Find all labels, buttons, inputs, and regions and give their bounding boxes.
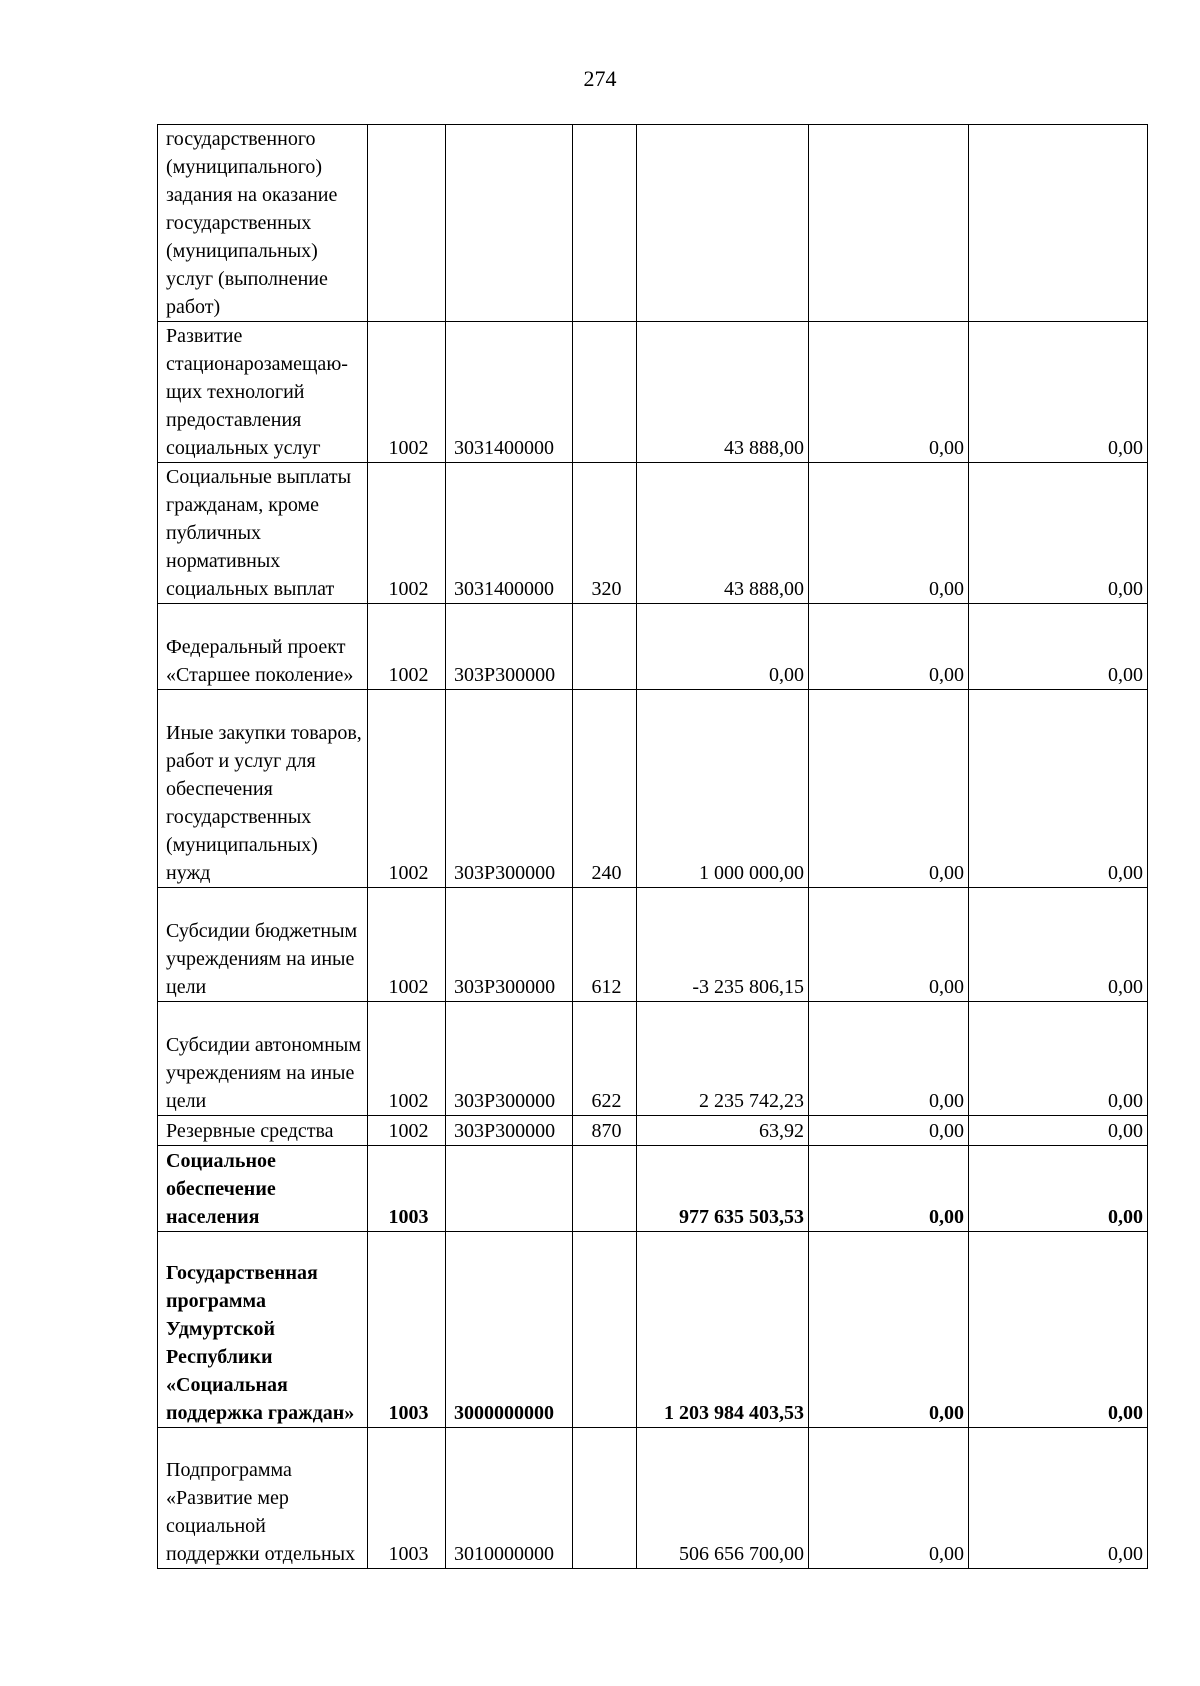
table-row xyxy=(158,690,1148,888)
cell-section: 1002 xyxy=(368,1116,446,1146)
cell-sum-3: 0,00 xyxy=(969,463,1148,604)
cell-sum-3: 0,00 xyxy=(969,690,1148,888)
cell-sum-2: 0,00 xyxy=(809,1002,969,1116)
table-body xyxy=(158,125,1148,1569)
cell-sum-1: 1 203 984 403,53 xyxy=(637,1232,809,1428)
cell-section: 1002 xyxy=(368,1002,446,1116)
cell-sum-2: 0,00 xyxy=(809,463,969,604)
cell-sum-2: 0,00 xyxy=(809,1116,969,1146)
table-row xyxy=(158,125,1148,322)
cell-section: 1002 xyxy=(368,888,446,1002)
cell-name: Резервные средства xyxy=(158,1116,368,1146)
cell-expense-type: 622 xyxy=(573,1002,637,1116)
cell-section: 1002 xyxy=(368,322,446,463)
cell-section xyxy=(368,125,446,322)
cell-name: Социальное обеспечение населения xyxy=(158,1146,368,1232)
cell-expense-type: 240 xyxy=(573,690,637,888)
cell-sum-2: 0,00 xyxy=(809,322,969,463)
cell-sum-2: 0,00 xyxy=(809,604,969,690)
cell-expense-type xyxy=(573,1428,637,1569)
cell-target-article: 303P300000 xyxy=(446,1116,573,1146)
cell-name: Субсидии автономным учреждениям на иные цели xyxy=(158,1002,368,1116)
cell-section: 1003 xyxy=(368,1146,446,1232)
table-row xyxy=(158,322,1148,463)
cell-expense-type: 320 xyxy=(573,463,637,604)
cell-expense-type: 612 xyxy=(573,888,637,1002)
cell-sum-1: 2 235 742,23 xyxy=(637,1002,809,1116)
cell-name: государственного (муниципального) задания на оказание государственных (муниципальных) услуг (выполнение работ) xyxy=(158,125,368,322)
table-row xyxy=(158,604,1148,690)
cell-sum-1: 63,92 xyxy=(637,1116,809,1146)
table-row xyxy=(158,1116,1148,1146)
cell-target-article: 3031400000 xyxy=(446,322,573,463)
cell-sum-3: 0,00 xyxy=(969,1428,1148,1569)
cell-sum-3: 0,00 xyxy=(969,888,1148,1002)
cell-target-article: 303P300000 xyxy=(446,888,573,1002)
cell-name: Развитие стационарозамещаю-щих технологий предоставления социальных услуг xyxy=(158,322,368,463)
cell-expense-type: 870 xyxy=(573,1116,637,1146)
cell-sum-3: 0,00 xyxy=(969,604,1148,690)
table-row xyxy=(158,1428,1148,1569)
cell-sum-2: 0,00 xyxy=(809,690,969,888)
cell-sum-3: 0,00 xyxy=(969,322,1148,463)
cell-expense-type xyxy=(573,1146,637,1232)
cell-sum-2: 0,00 xyxy=(809,888,969,1002)
cell-sum-3: 0,00 xyxy=(969,1002,1148,1116)
cell-target-article: 303P300000 xyxy=(446,604,573,690)
table-row xyxy=(158,1146,1148,1232)
cell-name: Субсидии бюджетным учреждениям на иные цели xyxy=(158,888,368,1002)
cell-sum-3 xyxy=(969,125,1148,322)
cell-name: Федеральный проект «Старшее поколение» xyxy=(158,604,368,690)
cell-target-article: 303P300000 xyxy=(446,1002,573,1116)
cell-section: 1002 xyxy=(368,604,446,690)
page-number: 274 xyxy=(583,66,617,91)
cell-sum-2 xyxy=(809,125,969,322)
cell-section: 1003 xyxy=(368,1428,446,1569)
cell-sum-1: 1 000 000,00 xyxy=(637,690,809,888)
cell-name: Государственная программа Удмуртской Республики «Социальная поддержка граждан» xyxy=(158,1232,368,1428)
cell-sum-1: 977 635 503,53 xyxy=(637,1146,809,1232)
cell-sum-3: 0,00 xyxy=(969,1232,1148,1428)
cell-section: 1002 xyxy=(368,690,446,888)
table-row xyxy=(158,1002,1148,1116)
cell-sum-3: 0,00 xyxy=(969,1116,1148,1146)
table-row xyxy=(158,463,1148,604)
cell-expense-type xyxy=(573,1232,637,1428)
cell-sum-1: 506 656 700,00 xyxy=(637,1428,809,1569)
cell-sum-2: 0,00 xyxy=(809,1428,969,1569)
cell-sum-1: 0,00 xyxy=(637,604,809,690)
budget-table xyxy=(157,124,1148,1569)
cell-expense-type xyxy=(573,604,637,690)
cell-target-article: 3000000000 xyxy=(446,1232,573,1428)
cell-name: Подпрограмма «Развитие мер социальной поддержки отдельных xyxy=(158,1428,368,1569)
cell-sum-1: -3 235 806,15 xyxy=(637,888,809,1002)
cell-expense-type xyxy=(573,125,637,322)
cell-section: 1003 xyxy=(368,1232,446,1428)
cell-name: Социальные выплаты гражданам, кроме публичных нормативных социальных выплат xyxy=(158,463,368,604)
cell-target-article xyxy=(446,125,573,322)
table-row xyxy=(158,1232,1148,1428)
cell-section: 1002 xyxy=(368,463,446,604)
table-row xyxy=(158,888,1148,1002)
cell-sum-1: 43 888,00 xyxy=(637,463,809,604)
cell-target-article xyxy=(446,1146,573,1232)
cell-target-article: 3031400000 xyxy=(446,463,573,604)
cell-sum-2: 0,00 xyxy=(809,1146,969,1232)
cell-name: Иные закупки товаров, работ и услуг для обеспечения государственных (муниципальных) нужд xyxy=(158,690,368,888)
cell-expense-type xyxy=(573,322,637,463)
cell-sum-1 xyxy=(637,125,809,322)
cell-sum-2: 0,00 xyxy=(809,1232,969,1428)
cell-target-article: 303P300000 xyxy=(446,690,573,888)
cell-target-article: 3010000000 xyxy=(446,1428,573,1569)
cell-sum-1: 43 888,00 xyxy=(637,322,809,463)
cell-sum-3: 0,00 xyxy=(969,1146,1148,1232)
